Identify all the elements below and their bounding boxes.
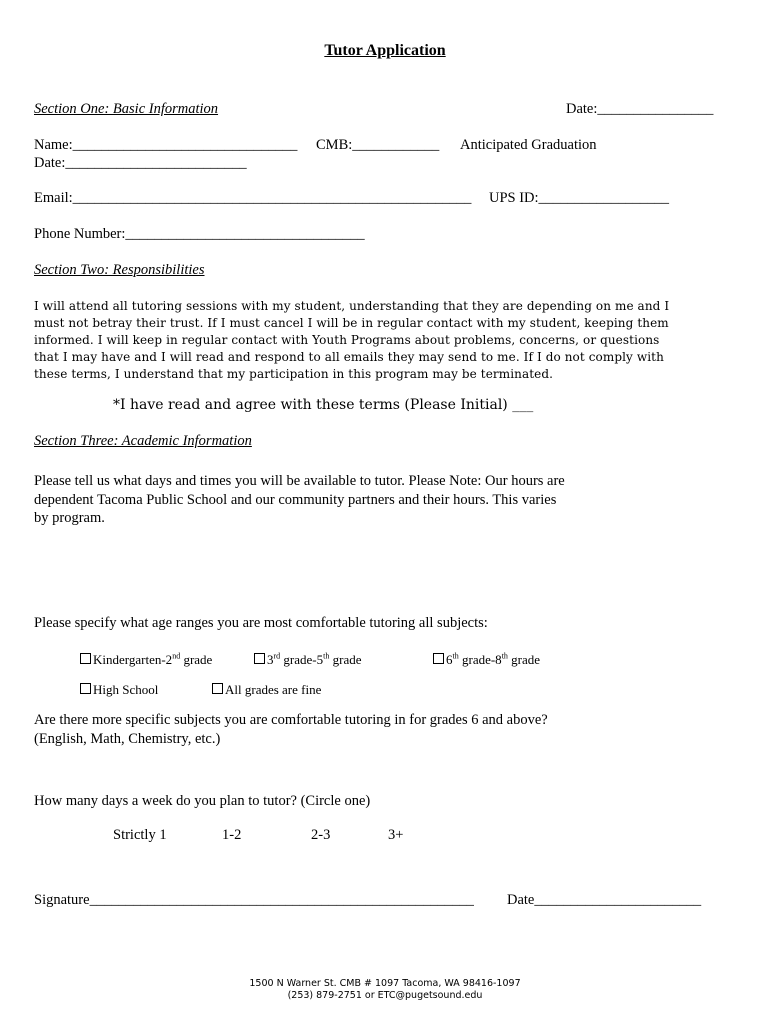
section-two-heading: Section Two: Responsibilities	[34, 262, 205, 278]
graduation-date-field[interactable]: Date:_________________________	[34, 155, 247, 171]
availability-paragraph	[34, 472, 614, 528]
checkbox-kindergarten-2nd[interactable]: Kindergarten-2nd grade	[80, 652, 212, 668]
date-field[interactable]: Date:________________	[566, 101, 714, 117]
email-field[interactable]: Email:_______________________________________________________	[34, 190, 472, 206]
checkbox-icon[interactable]	[212, 683, 223, 694]
availability-line: by program.	[34, 510, 105, 526]
days-option-3-plus[interactable]: 3+	[388, 827, 404, 843]
responsibility-line: must not betray their trust. If I must cancel I will be in regular contact with my student, keeping them	[34, 316, 669, 330]
responsibilities-paragraph	[34, 298, 674, 383]
days-option-strictly-1[interactable]: Strictly 1	[113, 827, 167, 843]
footer-contact: (253) 879-2751 or ETC@pugetsound.edu	[287, 990, 483, 1001]
checkbox-icon[interactable]	[433, 653, 444, 664]
age-range-question: Please specify what age ranges you are most comfortable tutoring all subjects:	[34, 615, 488, 631]
checkbox-icon[interactable]	[80, 653, 91, 664]
checkbox-6th-8th[interactable]: 6th grade-8th grade	[433, 652, 540, 668]
availability-line: dependent Tacoma Public School and our community partners and their hours. This varies	[34, 491, 557, 508]
checkbox-icon[interactable]	[254, 653, 265, 664]
cmb-field[interactable]: CMB:____________	[316, 137, 440, 153]
availability-line: Please tell us what days and times you will be available to tutor. Please Note: Our hours are	[34, 473, 565, 489]
checkbox-all-grades[interactable]: All grades are fine	[212, 682, 321, 698]
name-field[interactable]: Name:_______________________________	[34, 137, 298, 153]
phone-number-field[interactable]: Phone Number:_________________________________	[34, 226, 365, 242]
section-three-heading: Section Three: Academic Information	[34, 433, 252, 449]
section-one-heading: Section One: Basic Information	[34, 101, 219, 117]
page-title: Tutor Application	[324, 42, 446, 59]
responsibility-line: that I may have and I will read and respond to all emails they may send to me. If I do not comply with	[34, 350, 664, 364]
agree-initial-field[interactable]: *I have read and agree with these terms (Please Initial) ___	[113, 397, 534, 413]
responsibility-line: informed. I will keep in regular contact with Youth Programs about problems, concerns, or questions	[34, 333, 660, 347]
subjects-question: Are there more specific subjects you are comfortable tutoring in for grades 6 and above? (English, Math, Chemistry, etc.)	[34, 712, 548, 747]
days-option-1-2[interactable]: 1-2	[222, 827, 242, 843]
signature-date-field[interactable]: Date_______________________	[507, 892, 702, 908]
days-option-2-3[interactable]: 2-3	[311, 827, 331, 843]
checkbox-3rd-5th[interactable]: 3rd grade-5th grade	[254, 652, 361, 668]
responsibility-line: these terms, I understand that my participation in this program may be terminated.	[34, 367, 554, 381]
ups-id-field[interactable]: UPS ID:__________________	[489, 190, 670, 206]
responsibility-line: I will attend all tutoring sessions with my student, understanding that they are depending on me and I	[34, 299, 670, 313]
anticipated-graduation-label: Anticipated Graduation	[460, 137, 597, 153]
footer-address: 1500 N Warner St. CMB # 1097 Tacoma, WA 98416-1097	[249, 978, 521, 989]
checkbox-high-school[interactable]: High School	[80, 682, 158, 698]
days-per-week-question: How many days a week do you plan to tutor? (Circle one)	[34, 793, 371, 809]
signature-field[interactable]: Signature_____________________________________________________	[34, 892, 474, 908]
checkbox-icon[interactable]	[80, 683, 91, 694]
